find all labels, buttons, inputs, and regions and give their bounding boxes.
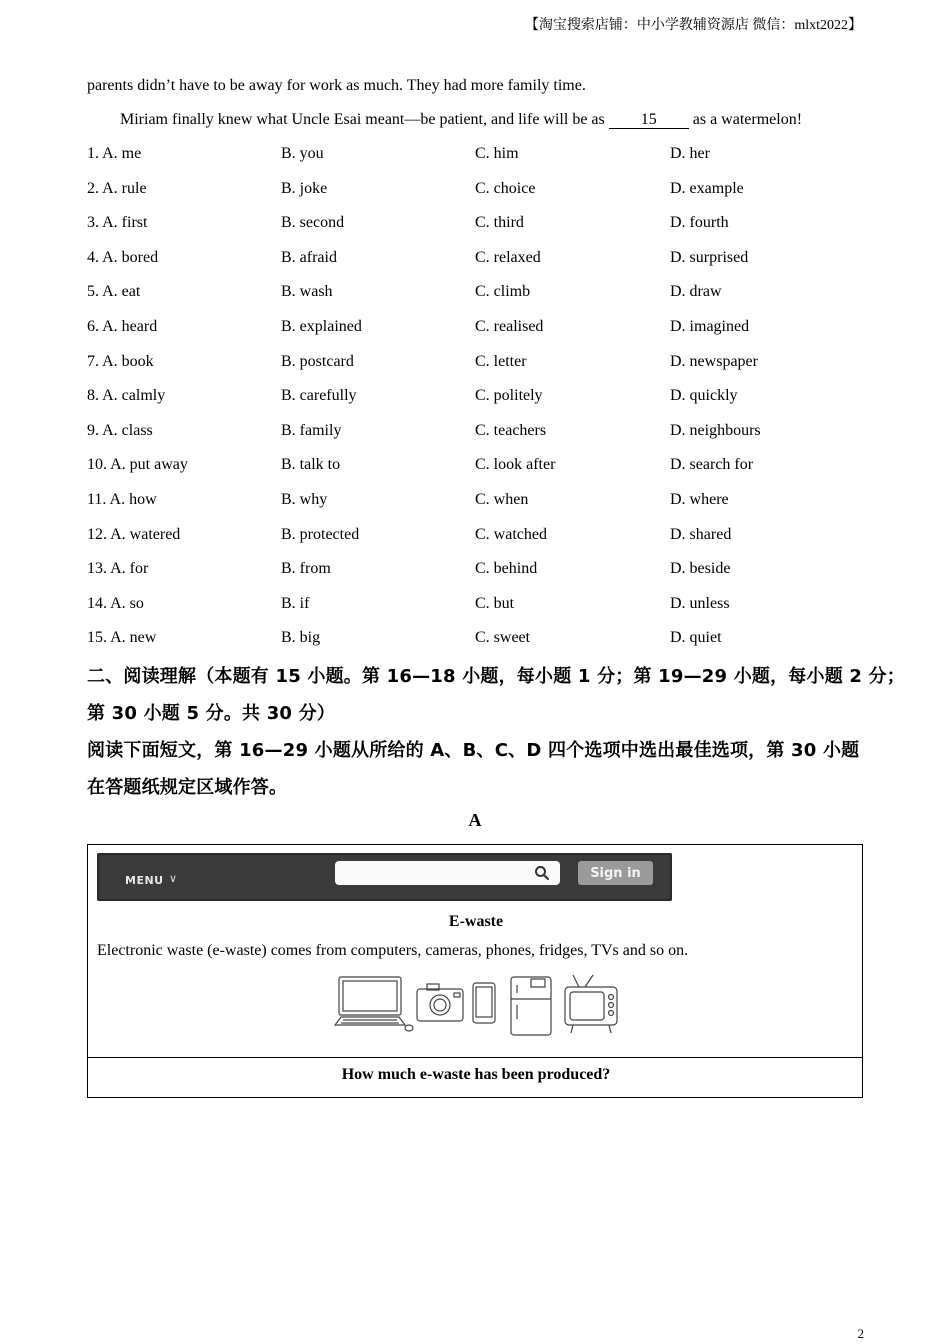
option-c: C. sweet <box>475 629 531 647</box>
option-a: 3. A. first <box>87 214 148 232</box>
question-row <box>87 142 867 177</box>
option-d: D. fourth <box>670 214 729 232</box>
devices-illustration <box>333 973 623 1039</box>
option-b: B. postcard <box>281 352 354 370</box>
question-row <box>87 557 867 592</box>
option-c: C. teachers <box>475 421 547 439</box>
phone-icon <box>473 983 495 1023</box>
option-b: B. if <box>281 594 310 612</box>
ewaste-webpage-figure <box>87 844 863 1098</box>
passage-text-end: as a watermelon! <box>692 111 803 128</box>
option-d: D. neighbours <box>670 421 761 439</box>
option-c: C. realised <box>475 317 544 335</box>
question-row <box>87 592 867 627</box>
option-d: D. imagined <box>670 317 750 335</box>
header-note: 【淘宝搜索店铺：中小学教辅资源店 微信：mlxt2022】 <box>524 18 862 33</box>
option-c: C. him <box>475 145 519 162</box>
tv-icon <box>565 975 617 1033</box>
option-d: D. quiet <box>670 629 722 647</box>
webpage-question: How much e-waste has been produced? <box>341 1066 611 1083</box>
fridge-icon <box>511 977 551 1035</box>
option-b: B. protected <box>281 525 360 543</box>
question-row <box>87 626 867 661</box>
option-c: C. climb <box>475 283 531 301</box>
option-d: D. unless <box>670 594 730 612</box>
option-d: D. surprised <box>670 248 749 266</box>
option-c: C. look after <box>475 456 556 474</box>
sign-in-button[interactable]: Sign in <box>578 861 653 885</box>
question-row <box>87 315 867 350</box>
question-row <box>87 419 867 454</box>
search-input[interactable] <box>335 861 560 885</box>
option-d: D. where <box>670 490 729 508</box>
option-d: D. draw <box>670 283 722 301</box>
webpage-intro: Electronic waste (e-waste) comes from computers, cameras, phones, fridges, TVs and so on. <box>97 942 689 959</box>
option-a: 8. A. calmly <box>87 387 166 405</box>
question-row <box>87 523 867 558</box>
option-a: 13. A. for <box>87 560 149 578</box>
option-b: B. second <box>281 214 345 232</box>
question-row <box>87 211 867 246</box>
search-icon[interactable] <box>534 865 550 881</box>
option-a: 7. A. book <box>87 352 154 370</box>
option-b: B. carefully <box>281 387 357 405</box>
question-row <box>87 177 867 212</box>
option-c: C. relaxed <box>475 248 541 266</box>
option-b: B. talk to <box>281 456 341 474</box>
option-a: 1. A. me <box>87 145 142 162</box>
option-d: D. quickly <box>670 387 738 405</box>
passage-text: Miriam finally knew what Uncle Esai meant—be patient, and life will be as <box>120 111 605 128</box>
blank-15: 15 <box>609 112 689 129</box>
computer-icon <box>335 977 413 1031</box>
passage-last-line <box>120 111 802 129</box>
option-c: C. politely <box>475 387 543 405</box>
option-b: B. wash <box>281 283 333 301</box>
section-heading-cont: 第 30 小题 5 分。共 30 分） <box>87 703 336 724</box>
option-a: 9. A. class <box>87 421 153 439</box>
menu-button[interactable]: MENU <box>125 874 164 887</box>
option-d: D. beside <box>670 560 731 578</box>
section-heading: 二、阅读理解（本题有 15 小题。第 16—18 小题，每小题 1 分；第 19—29 小题，每小题 2 分； <box>87 666 905 687</box>
option-a: 2. A. rule <box>87 179 147 197</box>
options-list <box>87 142 867 661</box>
question-row <box>87 350 867 385</box>
section-instruction-cont: 在答题纸规定区域作答。 <box>87 777 288 798</box>
option-b: B. you <box>281 145 324 162</box>
option-c: C. letter <box>475 352 527 370</box>
option-d: D. newspaper <box>670 352 758 370</box>
option-a: 4. A. bored <box>87 248 159 266</box>
option-c: C. but <box>475 594 515 612</box>
option-d: D. her <box>670 145 710 162</box>
option-d: D. search for <box>670 456 754 474</box>
option-a: 10. A. put away <box>87 456 188 474</box>
option-b: B. from <box>281 560 331 578</box>
option-c: C. watched <box>475 525 547 543</box>
option-a: 5. A. eat <box>87 283 141 301</box>
question-row <box>87 453 867 488</box>
section-instruction: 阅读下面短文，第 16—29 小题从所给的 A、B、C、D 四个选项中选出最佳选项，第 30 小题 <box>87 740 860 761</box>
option-b: B. big <box>281 629 321 647</box>
option-a: 11. A. how <box>87 490 157 508</box>
option-b: B. why <box>281 490 328 508</box>
option-b: B. joke <box>281 179 328 197</box>
question-row <box>87 384 867 419</box>
question-row <box>87 488 867 523</box>
option-c: C. third <box>475 214 524 232</box>
option-a: 6. A. heard <box>87 317 158 335</box>
option-d: D. example <box>670 179 744 197</box>
option-d: D. shared <box>670 525 732 543</box>
camera-icon <box>417 984 463 1021</box>
option-a: 14. A. so <box>87 594 144 612</box>
option-b: B. family <box>281 421 342 439</box>
option-b: B. afraid <box>281 248 337 266</box>
passage-label: A <box>468 810 482 830</box>
page-number: 2 <box>857 1326 864 1341</box>
option-a: 15. A. new <box>87 629 157 647</box>
chevron-down-icon: ∨ <box>169 873 178 885</box>
option-a: 12. A. watered <box>87 525 181 543</box>
option-c: C. behind <box>475 560 538 578</box>
option-c: C. choice <box>475 179 536 197</box>
table-divider <box>88 1057 862 1058</box>
webpage-toolbar <box>97 853 672 901</box>
option-c: C. when <box>475 490 529 508</box>
webpage-title: E-waste <box>448 913 504 930</box>
option-b: B. explained <box>281 317 362 335</box>
question-row <box>87 280 867 315</box>
passage-line: parents didn’t have to be away for work as much. They had more family time. <box>87 77 586 94</box>
question-row <box>87 246 867 281</box>
